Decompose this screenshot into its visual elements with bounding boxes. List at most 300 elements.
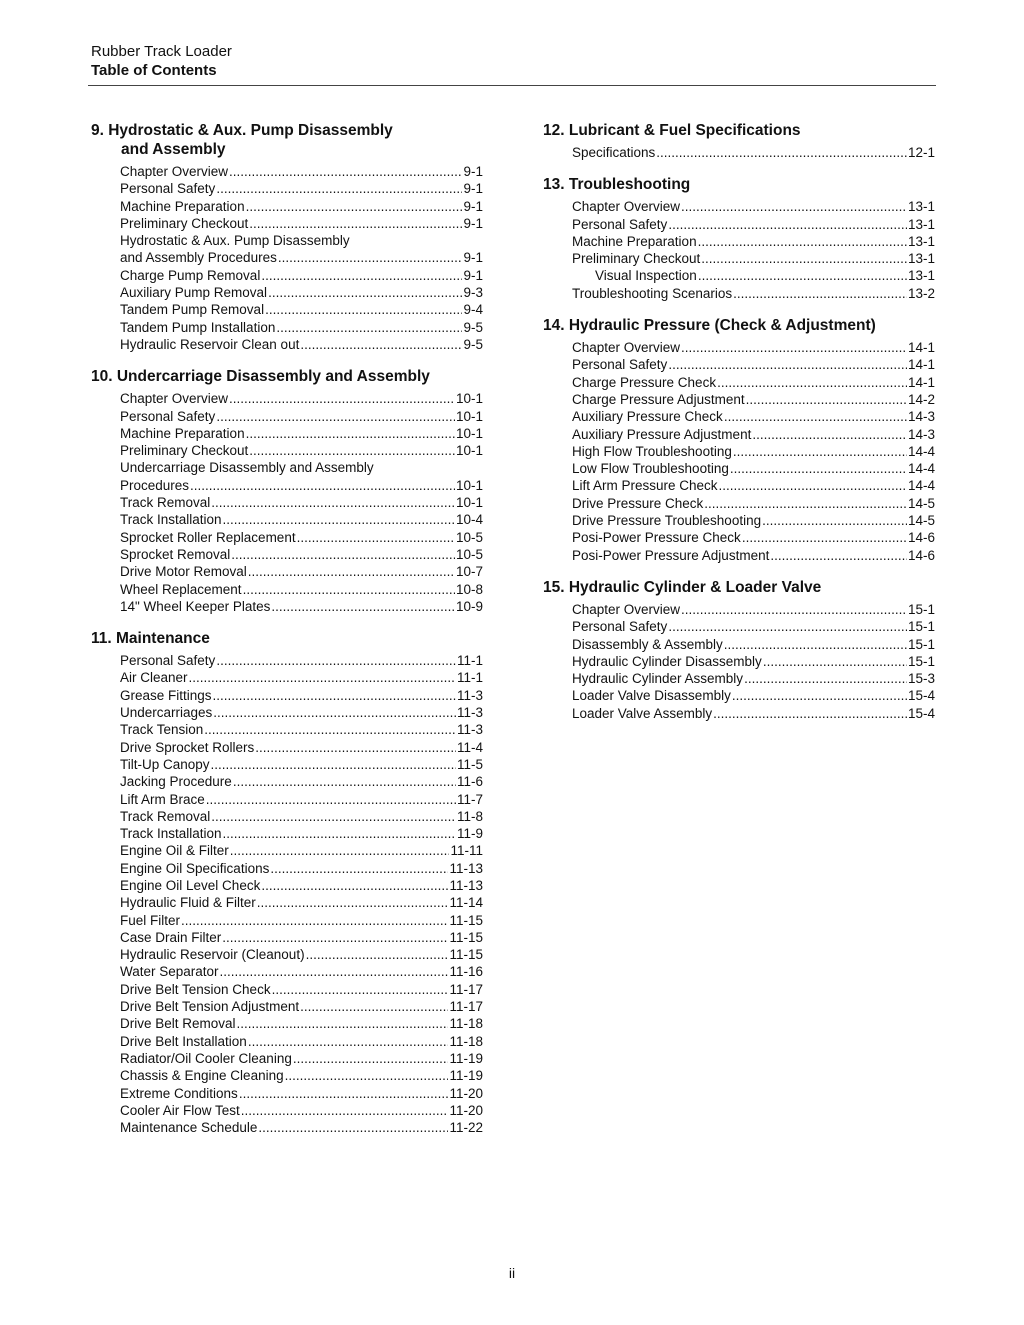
dot-leader — [306, 946, 449, 963]
dot-leader — [248, 1033, 449, 1050]
toc-entry-page: 15-3 — [907, 671, 935, 687]
toc-entry-label: Cooler Air Flow Test — [120, 1102, 240, 1118]
dot-leader — [746, 391, 907, 408]
dot-leader — [724, 408, 907, 425]
toc-entry-label: Chassis & Engine Cleaning — [120, 1068, 284, 1084]
toc-entry-label: Troubleshooting Scenarios — [572, 285, 733, 301]
dot-leader — [293, 1050, 449, 1067]
toc-entry-page: 11-5 — [456, 756, 483, 772]
toc-entry[interactable] — [91, 1067, 483, 1084]
toc-entry-label: Engine Oil & Filter — [120, 843, 229, 859]
dot-leader — [261, 267, 462, 284]
dot-leader — [257, 894, 449, 911]
toc-entry-page: 11-15 — [449, 947, 483, 963]
dot-leader — [246, 198, 463, 215]
toc-entry-page: 12-1 — [907, 145, 935, 160]
toc-entry[interactable] — [543, 443, 935, 460]
toc-entry-label: Track Removal — [120, 808, 211, 824]
toc-entry-page: 11-3 — [456, 722, 483, 738]
dot-leader — [204, 721, 456, 738]
toc-entry[interactable] — [91, 946, 483, 963]
toc-entry-page: 11-3 — [456, 687, 483, 703]
toc-entry-label: Chapter Overview — [120, 164, 229, 179]
dot-leader — [249, 215, 462, 232]
toc-entry-label: Low Flow Troubleshooting — [572, 461, 729, 477]
toc-entry-label: Loader Valve Disassembly — [572, 688, 731, 704]
toc-entry-label: 14" Wheel Keeper Plates — [120, 598, 271, 614]
dot-leader — [719, 477, 907, 494]
toc-entry-label: Tilt-Up Canopy — [120, 756, 210, 772]
toc-entry[interactable] — [91, 477, 483, 494]
dot-leader — [762, 512, 907, 529]
toc-entry[interactable] — [91, 773, 483, 790]
toc-column-left — [91, 121, 483, 1150]
dot-leader — [229, 163, 462, 180]
dot-leader — [229, 390, 455, 407]
toc-entry[interactable] — [91, 163, 483, 180]
toc-entry-label: Personal Safety — [572, 216, 668, 232]
toc-entry-page: 9-1 — [463, 181, 483, 197]
toc-entry-page: 11-20 — [449, 1085, 483, 1101]
toc-entry[interactable] — [543, 216, 935, 233]
toc-entry[interactable] — [543, 636, 935, 653]
dot-leader — [297, 529, 455, 546]
toc-entry[interactable] — [91, 442, 483, 459]
section-title — [91, 629, 483, 648]
toc-entry-label: Drive Sprocket Rollers — [120, 739, 255, 755]
toc-entry[interactable] — [91, 825, 483, 842]
toc-entry-page: 10-1 — [455, 495, 483, 511]
toc-entry[interactable] — [91, 912, 483, 929]
page-header — [91, 43, 232, 81]
toc-entry-label: Track Installation — [120, 826, 222, 842]
toc-entry-label: Lift Arm Pressure Check — [572, 478, 718, 494]
document-subtitle: Table of Contents — [91, 62, 217, 79]
dot-leader — [243, 581, 455, 598]
toc-entry[interactable] — [91, 929, 483, 946]
toc-entry[interactable] — [91, 598, 483, 615]
toc-entry[interactable] — [91, 249, 483, 266]
toc-entry-label: Wheel Replacement — [120, 581, 242, 597]
toc-entry[interactable] — [543, 512, 935, 529]
section-title — [543, 316, 935, 335]
header-divider — [88, 85, 936, 86]
toc-entry[interactable] — [91, 791, 483, 808]
toc-entry[interactable] — [91, 529, 483, 546]
section-title — [91, 121, 483, 159]
dot-leader — [742, 529, 907, 546]
toc-entry-page: 15-1 — [907, 653, 935, 669]
toc-entry-label: Drive Belt Tension Check — [120, 981, 271, 997]
toc-entry[interactable] — [91, 669, 483, 686]
toc-entry-page: 14-1 — [907, 374, 935, 390]
toc-entry-label: Case Drain Filter — [120, 929, 222, 945]
toc-entry[interactable] — [91, 198, 483, 215]
toc-entry-label: Track Removal — [120, 495, 211, 511]
dot-leader — [733, 443, 907, 460]
dot-leader — [237, 1015, 449, 1032]
toc-entry[interactable] — [543, 670, 935, 687]
dot-leader — [255, 739, 456, 756]
toc-entry-label: Visual Inspection — [595, 268, 697, 284]
dot-leader — [241, 1102, 449, 1119]
toc-entry[interactable] — [91, 808, 483, 825]
toc-entry-page: 10-9 — [455, 598, 483, 614]
toc-entry[interactable] — [91, 319, 483, 336]
toc-entry-page: 11-4 — [456, 739, 483, 755]
toc-entry-label: Hydrostatic & Aux. Pump Disassembly — [120, 233, 350, 249]
dot-leader — [206, 791, 456, 808]
toc-entry[interactable] — [91, 842, 483, 859]
dot-leader — [268, 284, 462, 301]
toc-entry-page: 14-6 — [907, 547, 935, 563]
toc-entry-page: 14-4 — [907, 461, 935, 477]
toc-entry-label: Drive Belt Installation — [120, 1033, 247, 1049]
toc-entry[interactable] — [91, 860, 483, 877]
toc-entry[interactable] — [543, 233, 935, 250]
dot-leader — [231, 546, 455, 563]
dot-leader — [668, 356, 907, 373]
toc-entry[interactable] — [91, 687, 483, 704]
toc-entry-label: Auxiliary Pressure Adjustment — [572, 426, 752, 442]
toc-entry[interactable] — [91, 284, 483, 301]
dot-leader — [285, 1067, 449, 1084]
toc-entry[interactable] — [543, 391, 935, 408]
toc-entry-page: 15-1 — [907, 636, 935, 652]
toc-entry-page: 11-6 — [456, 774, 483, 790]
toc-entry[interactable] — [543, 460, 935, 477]
toc-entry-page: 11-15 — [449, 929, 483, 945]
toc-entry[interactable] — [91, 894, 483, 911]
toc-entry-page: 14-4 — [907, 478, 935, 494]
toc-entry-label: Drive Motor Removal — [120, 564, 247, 580]
toc-entry[interactable] — [91, 739, 483, 756]
toc-entry-page: 13-1 — [907, 233, 935, 249]
toc-entry-page: 10-1 — [455, 391, 483, 407]
toc-entry[interactable] — [91, 1102, 483, 1119]
toc-entry-label: Machine Preparation — [120, 425, 245, 441]
toc-entry-label: Jacking Procedure — [120, 774, 232, 790]
toc-entry[interactable] — [543, 144, 935, 161]
toc-entry[interactable] — [543, 653, 935, 670]
toc-entry-page: 9-5 — [463, 336, 483, 352]
toc-entry[interactable] — [91, 563, 483, 580]
dot-leader — [211, 756, 456, 773]
toc-entry-page: 11-7 — [456, 791, 483, 807]
toc-entry-page: 10-1 — [455, 408, 483, 424]
dot-leader — [213, 704, 456, 721]
toc-entry-label: Engine Oil Specifications — [120, 860, 270, 876]
toc-entry[interactable] — [91, 1085, 483, 1102]
dot-leader — [300, 998, 448, 1015]
toc-entry-label: Machine Preparation — [120, 198, 245, 214]
toc-entry-label: Water Separator — [120, 964, 219, 980]
toc-entry-page: 9-1 — [463, 198, 483, 214]
toc-entry-label: Chapter Overview — [120, 391, 229, 407]
toc-entry[interactable] — [91, 459, 483, 476]
section-title — [91, 367, 483, 386]
toc-entry-page: 11-14 — [449, 895, 483, 911]
toc-entry-page: 9-1 — [463, 164, 483, 179]
toc-entry-page: 9-5 — [463, 319, 483, 335]
dot-leader — [216, 408, 455, 425]
dot-leader — [190, 477, 455, 494]
toc-entry-page: 11-8 — [456, 808, 483, 824]
dot-leader — [681, 339, 907, 356]
toc-entry-page: 11-9 — [456, 826, 483, 842]
toc-entry-label: Tandem Pump Installation — [120, 319, 276, 335]
dot-leader — [717, 374, 907, 391]
dot-leader — [261, 877, 448, 894]
dot-leader — [230, 842, 450, 859]
toc-entry-page: 14-4 — [907, 443, 935, 459]
toc-entry-label: Personal Safety — [120, 181, 216, 197]
toc-entry-page: 11-19 — [449, 1068, 483, 1084]
toc-entry-label: Hydraulic Reservoir Clean out — [120, 336, 300, 352]
toc-entry[interactable] — [543, 618, 935, 635]
toc-entry[interactable] — [91, 301, 483, 318]
toc-entry-page: 11-19 — [449, 1050, 483, 1066]
section-title-text: 10. Undercarriage Disassembly and Assembly — [91, 368, 430, 386]
toc-entry[interactable] — [91, 877, 483, 894]
toc-entry-page: 9-3 — [463, 285, 483, 301]
toc-entry-page: 9-1 — [463, 215, 483, 231]
toc-entry-label: Sprocket Removal — [120, 546, 231, 562]
toc-entry-page: 11-1 — [456, 670, 483, 686]
dot-leader — [239, 1085, 449, 1102]
toc-entry-label: Personal Safety — [120, 408, 216, 424]
toc-entry-label: Chapter Overview — [572, 601, 681, 617]
toc-entry[interactable] — [543, 426, 935, 443]
toc-entry-label: Undercarriages — [120, 705, 213, 721]
toc-entry[interactable] — [543, 687, 935, 704]
dot-leader — [216, 180, 462, 197]
section-title-text: 15. Hydraulic Cylinder & Loader Valve — [543, 578, 822, 596]
toc-entry-label: and Assembly Procedures — [120, 250, 277, 266]
section-title-text: 9. Hydrostatic & Aux. Pump Disassembly — [91, 122, 393, 139]
toc-entry-label: Hydraulic Fluid & Filter — [120, 895, 256, 911]
toc-entry-label: Chapter Overview — [572, 340, 681, 356]
toc-entry-label: Preliminary Checkout — [120, 215, 249, 231]
toc-entry-page: 14-2 — [907, 391, 935, 407]
toc-entry-page: 14-3 — [907, 426, 935, 442]
document-title: Rubber Track Loader — [91, 43, 232, 60]
toc-entry-label: Sprocket Roller Replacement — [120, 529, 296, 545]
section-title — [543, 175, 935, 194]
dot-leader — [223, 511, 455, 528]
dot-leader — [248, 563, 455, 580]
toc-entry-label: Machine Preparation — [572, 233, 697, 249]
toc-entry-page: 10-1 — [455, 477, 483, 493]
toc-entry[interactable] — [91, 1050, 483, 1067]
dot-leader — [272, 981, 449, 998]
dot-leader — [246, 425, 455, 442]
toc-entry-page: 11-18 — [449, 1033, 483, 1049]
toc-entry-page: 14-5 — [907, 513, 935, 529]
dot-leader — [681, 198, 907, 215]
toc-entry[interactable] — [91, 963, 483, 980]
toc-entry[interactable] — [91, 981, 483, 998]
toc-entry-label: Auxiliary Pump Removal — [120, 285, 268, 301]
dot-leader — [656, 144, 907, 161]
toc-section — [543, 175, 935, 302]
dot-leader — [213, 687, 456, 704]
toc-entry-page: 15-1 — [907, 601, 935, 617]
toc-entry[interactable] — [543, 529, 935, 546]
toc-entry-page: 13-2 — [907, 285, 935, 301]
section-title-text: 14. Hydraulic Pressure (Check & Adjustment) — [543, 317, 876, 335]
toc-entry[interactable] — [543, 705, 935, 722]
toc-entry-label: Drive Belt Tension Adjustment — [120, 999, 300, 1015]
toc-entry-label: Preliminary Checkout — [120, 443, 249, 459]
dot-leader — [713, 705, 907, 722]
toc-entry[interactable] — [543, 356, 935, 373]
toc-entry[interactable] — [91, 546, 483, 563]
toc-entry-page: 14-1 — [907, 357, 935, 373]
toc-entry[interactable] — [543, 477, 935, 494]
dot-leader — [276, 319, 462, 336]
toc-entry-page: 9-4 — [463, 302, 483, 318]
toc-entry[interactable] — [91, 215, 483, 232]
dot-leader — [770, 547, 907, 564]
toc-entry[interactable] — [91, 1033, 483, 1050]
toc-entry[interactable] — [91, 998, 483, 1015]
toc-entry[interactable] — [91, 232, 483, 249]
toc-entry-label: Charge Pressure Check — [572, 374, 717, 390]
toc-section — [91, 629, 483, 1136]
section-title-text: 13. Troubleshooting — [543, 176, 691, 194]
dot-leader — [181, 912, 448, 929]
toc-entry[interactable] — [543, 339, 935, 356]
dot-leader — [278, 249, 463, 266]
toc-entry-page: 9-1 — [463, 250, 483, 266]
toc-entry[interactable] — [91, 494, 483, 511]
toc-entry[interactable] — [91, 704, 483, 721]
toc-entry-page: 11-20 — [449, 1102, 483, 1118]
dot-leader — [220, 963, 449, 980]
dot-leader — [189, 669, 456, 686]
toc-entry-page: 15-1 — [907, 619, 935, 635]
toc-entry[interactable] — [91, 721, 483, 738]
toc-entry-label: Lift Arm Brace — [120, 791, 205, 807]
toc-entry-label: Undercarriage Disassembly and Assembly — [120, 460, 374, 476]
toc-entry-page: 11-1 — [456, 653, 483, 669]
toc-entry[interactable] — [543, 374, 935, 391]
toc-entry-label: Specifications — [572, 145, 656, 160]
dot-leader — [752, 426, 907, 443]
toc-entry-label: Procedures — [120, 477, 190, 493]
toc-entry-label: Charge Pressure Adjustment — [572, 391, 745, 407]
toc-entry-label: Loader Valve Assembly — [572, 705, 713, 721]
dot-leader — [249, 442, 455, 459]
toc-entry[interactable] — [91, 408, 483, 425]
toc-entry-page: 15-4 — [907, 705, 935, 721]
toc-entry-page: 11-3 — [456, 705, 483, 721]
dot-leader — [681, 601, 907, 618]
toc-entry-page: 10-5 — [455, 546, 483, 562]
dot-leader — [698, 267, 907, 284]
toc-entry-label: Fuel Filter — [120, 912, 181, 928]
toc-entry-page: 11-16 — [449, 964, 483, 980]
toc-entry[interactable] — [91, 652, 483, 669]
toc-entry[interactable] — [91, 1015, 483, 1032]
dot-leader — [258, 1119, 448, 1136]
toc-entry-page: 14-6 — [907, 530, 935, 546]
toc-entry[interactable] — [91, 267, 483, 284]
toc-column-right — [543, 121, 935, 736]
toc-entry-page: 14-3 — [907, 409, 935, 425]
toc-entry-page: 10-1 — [455, 443, 483, 459]
dot-leader — [668, 618, 907, 635]
section-title — [543, 121, 935, 140]
toc-entry-page: 11-13 — [449, 877, 483, 893]
toc-entry[interactable] — [543, 198, 935, 215]
toc-entry-label: Grease Fittings — [120, 687, 212, 703]
dot-leader — [211, 808, 456, 825]
section-title — [543, 578, 935, 597]
dot-leader — [744, 670, 907, 687]
toc-entry[interactable] — [91, 180, 483, 197]
toc-entry-label: Hydraulic Cylinder Disassembly — [572, 653, 762, 669]
toc-entry-page: 10-4 — [455, 512, 483, 528]
dot-leader — [704, 495, 907, 512]
toc-entry-page: 11-17 — [449, 981, 483, 997]
toc-entry-label: Chapter Overview — [572, 199, 681, 215]
toc-section — [543, 316, 935, 564]
toc-entry-page: 10-1 — [455, 425, 483, 441]
dot-leader — [724, 636, 907, 653]
toc-entry-label: Disassembly & Assembly — [572, 636, 723, 652]
toc-entry-label: Personal Safety — [572, 619, 668, 635]
dot-leader — [763, 653, 907, 670]
toc-entry-label: Track Tension — [120, 722, 204, 738]
toc-entry[interactable] — [543, 267, 935, 284]
toc-entry-page: 11-17 — [449, 999, 483, 1015]
toc-entry[interactable] — [543, 495, 935, 512]
dot-leader — [300, 336, 462, 353]
toc-entry[interactable] — [543, 285, 935, 302]
dot-leader — [698, 233, 907, 250]
toc-entry[interactable] — [91, 511, 483, 528]
section-title-continuation: and Assembly — [121, 141, 226, 158]
toc-entry-label: Posi-Power Pressure Adjustment — [572, 547, 770, 563]
toc-entry-page: 10-8 — [455, 581, 483, 597]
toc-entry[interactable] — [91, 756, 483, 773]
page-number: ii — [508, 1265, 516, 1281]
toc-entry[interactable] — [91, 581, 483, 598]
toc-entry[interactable] — [543, 250, 935, 267]
toc-entry[interactable] — [91, 425, 483, 442]
section-title-text: 11. Maintenance — [91, 630, 210, 648]
toc-entry-label: Preliminary Checkout — [572, 251, 701, 267]
dot-leader — [216, 652, 456, 669]
toc-entry[interactable] — [91, 336, 483, 353]
toc-entry-label: Track Installation — [120, 512, 222, 528]
dot-leader — [271, 598, 455, 615]
toc-entry-page: 14-5 — [907, 495, 935, 511]
toc-entry-page: 13-1 — [907, 251, 935, 267]
toc-entry-label: Auxiliary Pressure Check — [572, 409, 723, 425]
toc-entry[interactable] — [543, 601, 935, 618]
toc-entry[interactable] — [91, 390, 483, 407]
toc-entry-page: 10-5 — [455, 529, 483, 545]
dot-leader — [223, 825, 456, 842]
dot-leader — [701, 250, 907, 267]
toc-entry[interactable] — [543, 408, 935, 425]
toc-entry[interactable] — [91, 1119, 483, 1136]
toc-entry-label: Charge Pump Removal — [120, 267, 261, 283]
toc-entry[interactable] — [543, 547, 935, 564]
